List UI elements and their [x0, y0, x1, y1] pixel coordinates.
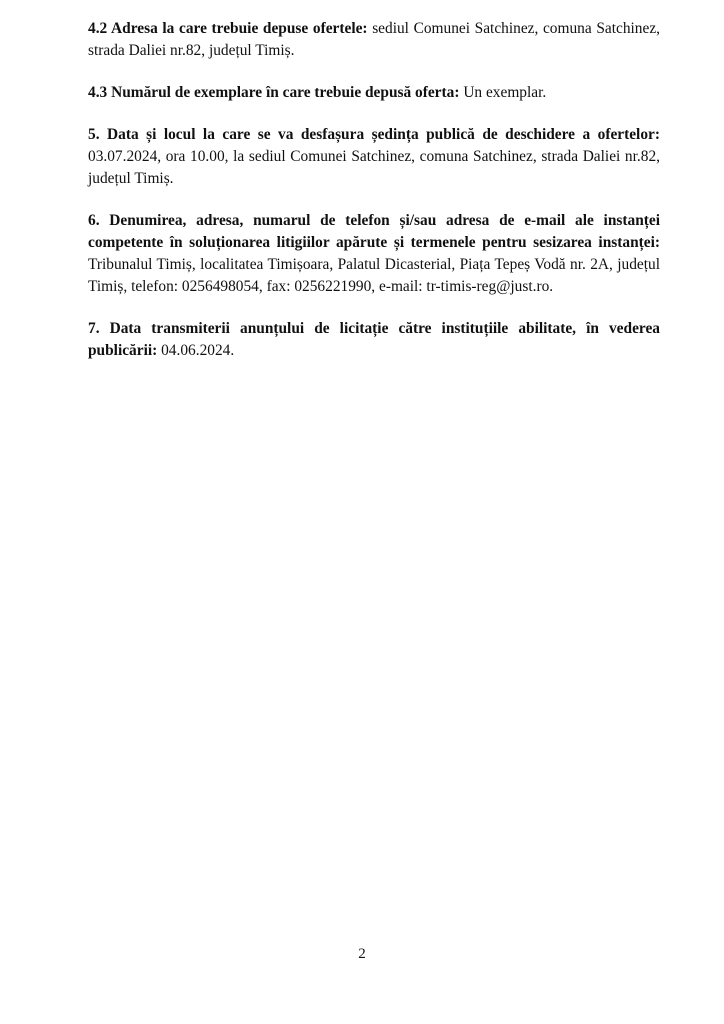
- section-heading: 6. Denumirea, adresa, numarul de telefon și/sau adresa de e-mail ale instanței competente în soluționarea litigiilor apărute și termenele pentru sesizarea instanței:: [88, 212, 660, 251]
- section-5: [88, 124, 660, 190]
- section-text: sediul Comunei Satchinez, comuna Satchinez, strada Daliei nr.82, județul Timiș.: [88, 20, 660, 59]
- section-4-3: [88, 82, 660, 104]
- section-heading: 4.2 Adresa la care trebuie depuse ofertele:: [88, 20, 368, 37]
- section-heading: 4.3 Numărul de exemplare în care trebuie depusă oferta:: [88, 84, 460, 101]
- section-text: 04.06.2024.: [157, 342, 235, 359]
- section-text: Tribunalul Timiș, localitatea Timișoara, Palatul Dicasterial, Piața Tepeș Vodă nr. 2A, județul Timiș, telefon: 0256498054, fax: 0256221990, e-mail: tr-timis-reg@just.ro.: [88, 256, 660, 295]
- section-heading: 7. Data transmiterii anunțului de licitație către instituțiile abilitate, în vederea publicării:: [88, 320, 660, 359]
- section-7: [88, 318, 660, 362]
- section-4-2: [88, 18, 660, 62]
- section-heading: 5. Data și locul la care se va desfașura ședința publică de deschidere a ofertelor:: [88, 126, 660, 143]
- page-number: 2: [358, 946, 366, 962]
- section-text: Un exemplar.: [459, 84, 547, 101]
- section-6: [88, 210, 660, 298]
- section-text: 03.07.2024, ora 10.00, la sediul Comunei Satchinez, comuna Satchinez, strada Daliei nr.82, județul Timiș.: [88, 148, 660, 187]
- document-body: [88, 18, 660, 382]
